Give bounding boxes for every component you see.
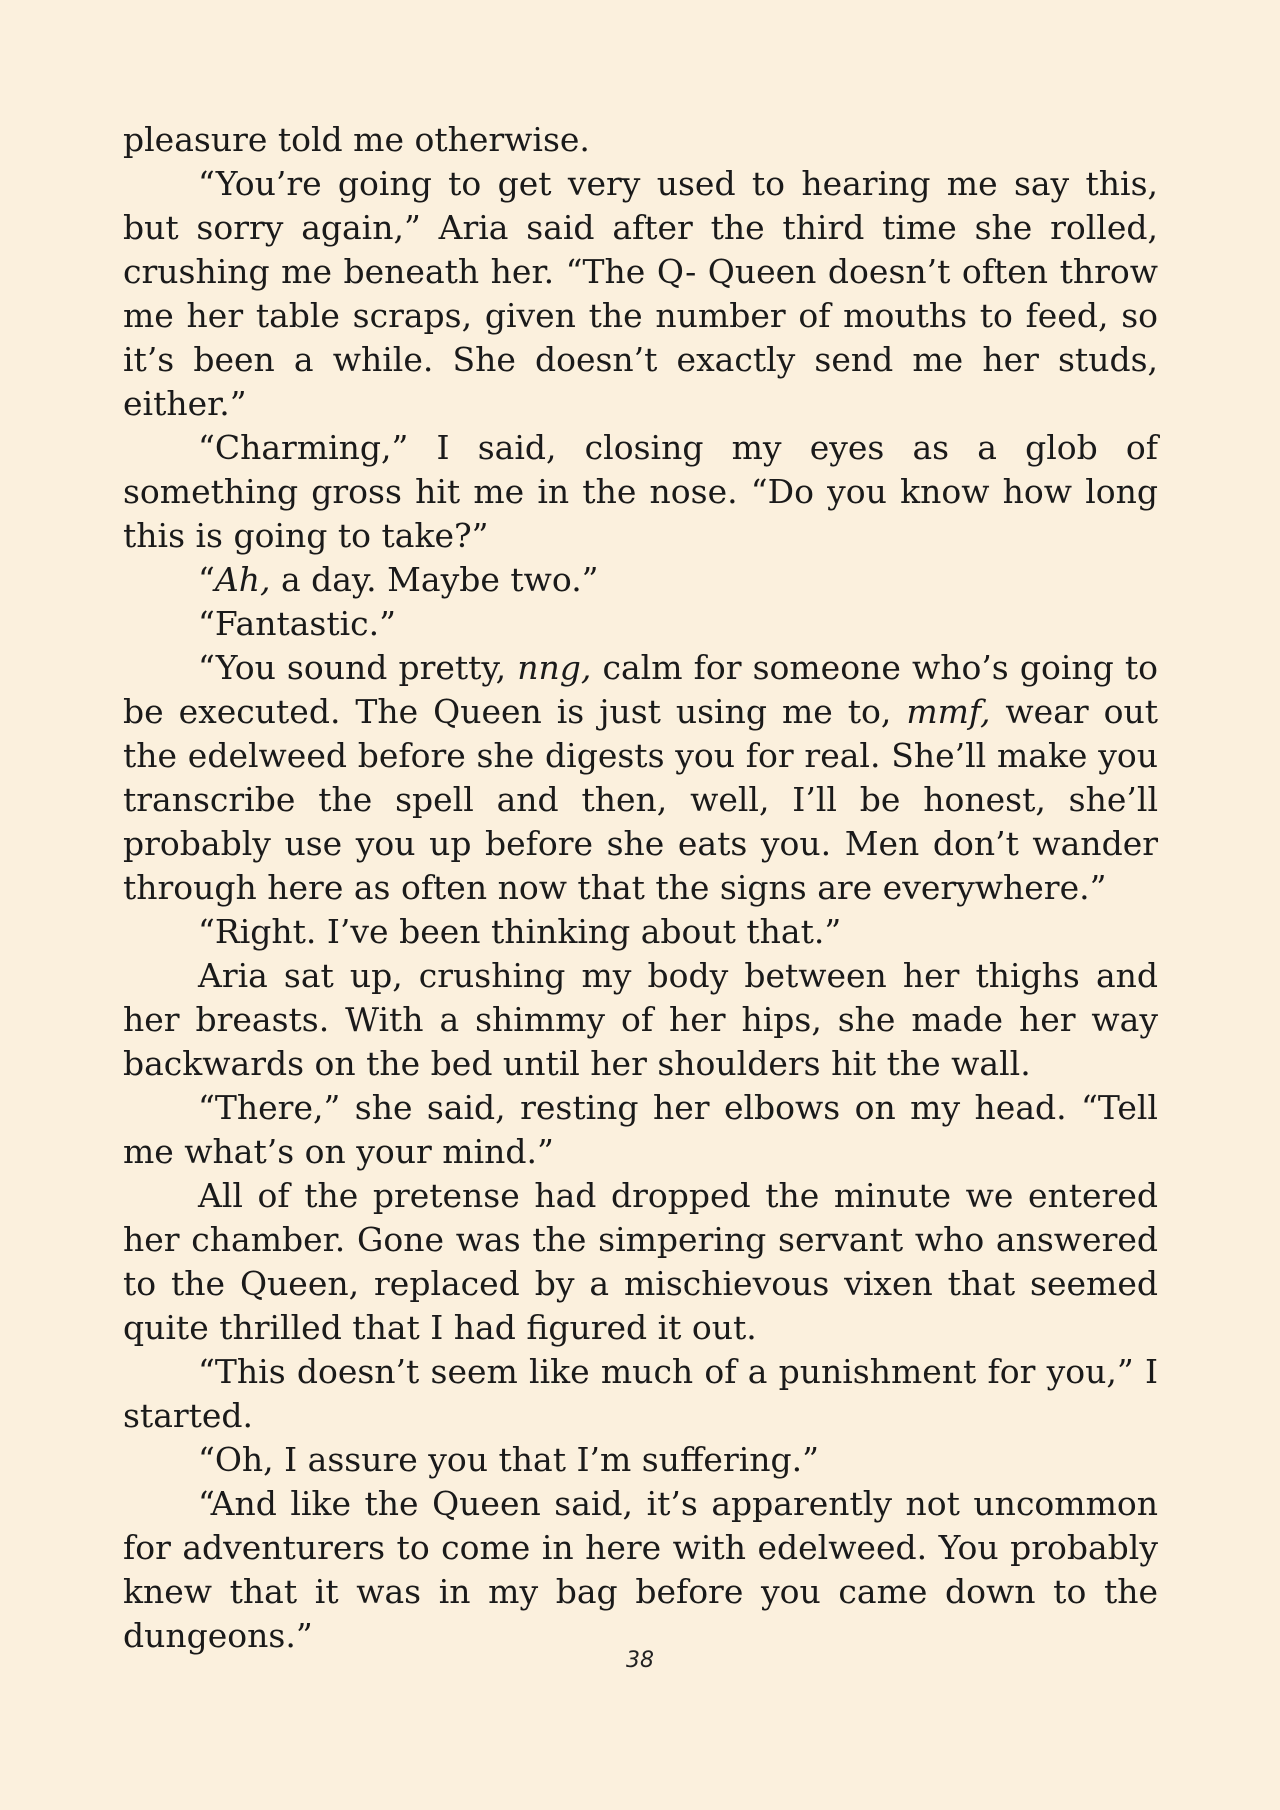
paragraph-11: “This doesn’t seem like much of a punishment for you,” I started. (123, 1352, 1158, 1435)
paragraph-9: “There,” she said, resting her elbows on my head. “Tell me what’s on your mind.” (123, 1088, 1158, 1171)
page-body (123, 118, 1158, 1658)
paragraph-8: Aria sat up, crushing my body between her thighs and her breasts. With a shimmy of her hips, she made her way backwards on the bed until her shoulders hit the wall. (123, 956, 1158, 1083)
paragraph-4: “Ah, a day. Maybe two.” (198, 560, 599, 599)
paragraph-2: “You’re going to get very used to hearing me say this, but sorry again,” Aria said after the third time she rolled, crushing me beneath her. “The Q- Queen doesn’t often throw me her table scraps, given the number of mouths to feed, so it’s been a while. She doesn’t exactly send me her studs, either.” (123, 164, 1158, 423)
paragraph-12: “Oh, I assure you that I’m suffering.” (198, 1440, 820, 1479)
emphasis-nng: nng, (517, 648, 592, 687)
page-number: 38 (626, 1648, 654, 1673)
paragraph-3: “Charming,” I said, closing my eyes as a glob of something gross hit me in the nose. “Do you know how long this is going to take?” (123, 428, 1158, 555)
emphasis-mmf: mmf, (906, 692, 991, 731)
emphasis-ah: Ah, (214, 560, 271, 599)
paragraph-10: All of the pretense had dropped the minute we entered her chamber. Gone was the simpering servant who answered to the Queen, replaced by a mischievous vixen that seemed quite thrilled that I had figured it out. (123, 1176, 1158, 1347)
paragraph-7: “Right. I’ve been thinking about that.” (198, 912, 842, 951)
paragraph-1: pleasure told me otherwise. (123, 120, 590, 159)
paragraph-6: “You sound pretty, nng, calm for someone who’s going to be executed. The Queen is just using me to, mmf, wear out the edelweed before she digests you for real. She’ll make you transcribe the spell and then, well, I’ll be honest, she’ll probably use you up before she eats you. Men don’t wander through here as often now that the signs are everywhere.” (123, 648, 1159, 907)
paragraph-5: “Fantastic.” (198, 604, 396, 643)
paragraph-13: “And like the Queen said, it’s apparently not uncommon for adventurers to come in here with edelweed. You probably knew that it was in my bag before you came down to the dungeons.” (123, 1484, 1158, 1655)
